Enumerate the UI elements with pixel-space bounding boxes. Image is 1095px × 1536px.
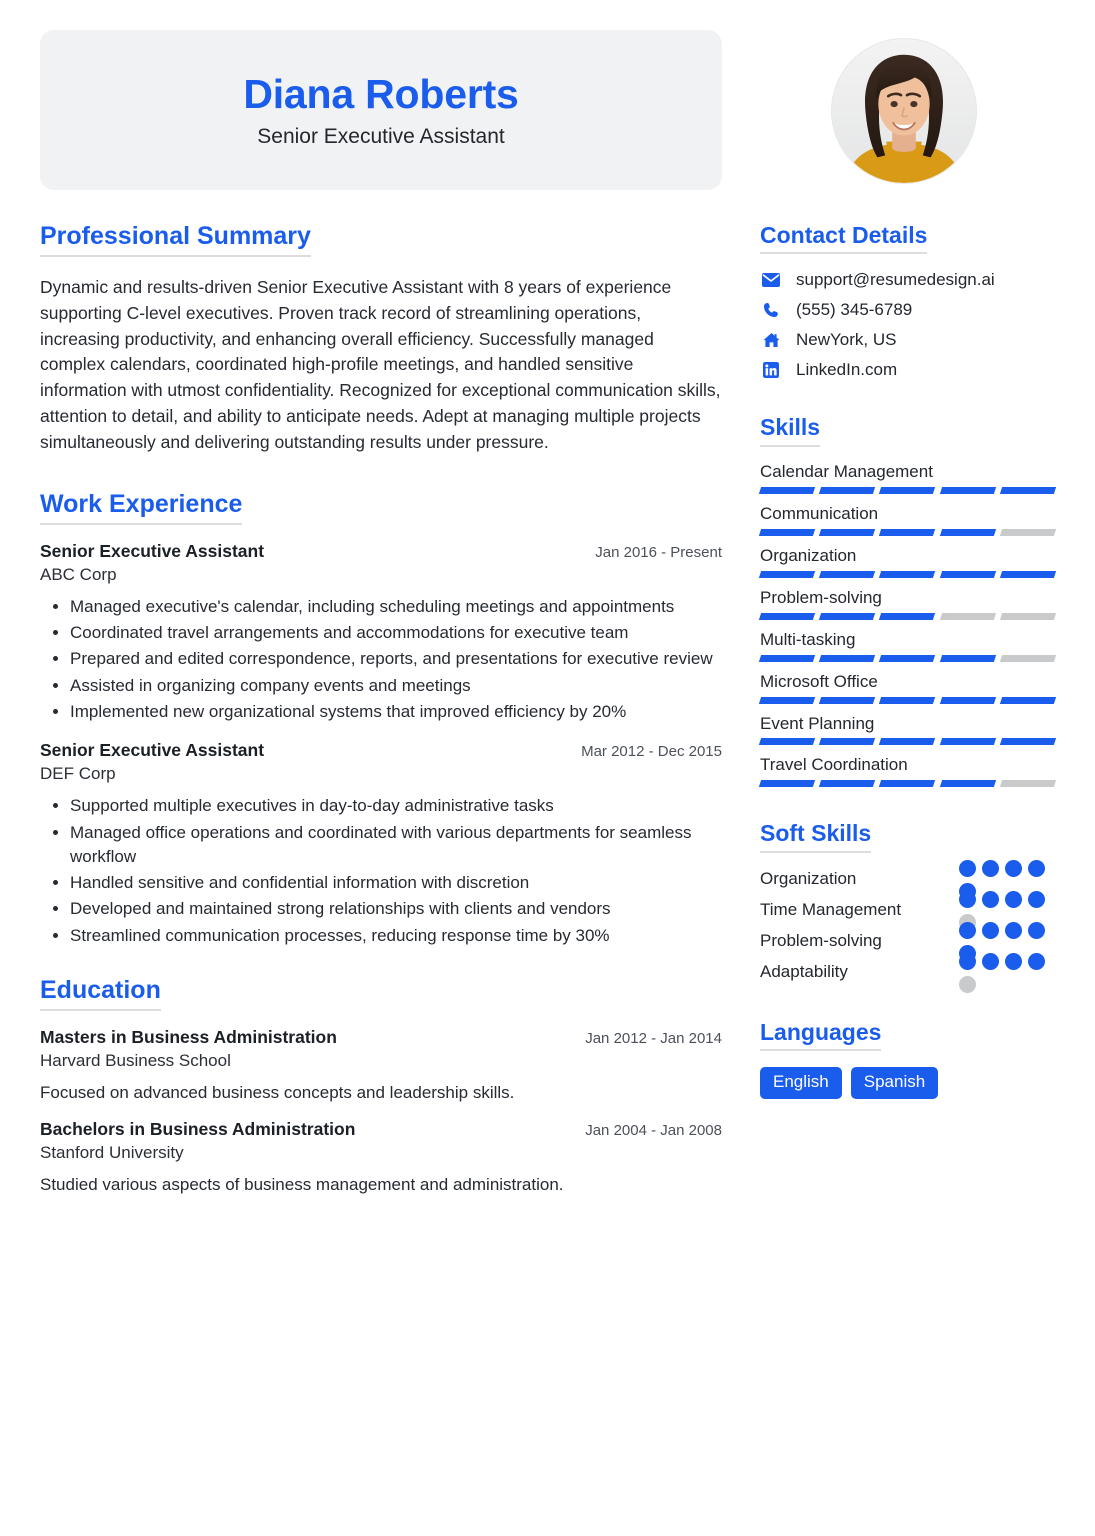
skill-bar-segment — [759, 697, 815, 704]
contact-item-linkedin[interactable] — [760, 360, 1055, 380]
skill-label: Microsoft Office — [760, 671, 878, 691]
work-bullet: • Handled sensitive and confidential information with discretion — [70, 871, 722, 895]
skill-label: Calendar Management — [760, 461, 933, 481]
skill-label: Travel Coordination — [760, 755, 908, 775]
rating-dot — [1028, 953, 1045, 970]
skill-label: Multi-tasking — [760, 629, 856, 649]
skill-bar-segment — [1000, 571, 1056, 578]
skill-bar-segment — [819, 697, 875, 704]
linkedin-icon — [760, 362, 782, 378]
skill-level-bar — [760, 529, 1055, 536]
skill-bar-segment — [939, 613, 995, 620]
resume-header — [40, 30, 1055, 190]
soft-skill-item — [760, 960, 1055, 991]
work-entry — [40, 541, 722, 724]
work-bullet: • Supported multiple executives in day-to-day administrative tasks — [70, 794, 722, 818]
rating-dot — [959, 891, 976, 908]
skill-bar-segment — [939, 738, 995, 745]
skill-level-bar — [760, 487, 1055, 494]
skill-bar-segment — [819, 613, 875, 620]
rating-dot — [982, 860, 999, 877]
skill-bar-segment — [939, 655, 995, 662]
language-chip: Spanish — [851, 1067, 938, 1099]
spacer — [760, 390, 1055, 414]
soft-skills-list — [760, 867, 1055, 991]
education-entry — [40, 1119, 722, 1195]
education-description: Studied various aspects of business management and administration. — [40, 1174, 564, 1194]
skill-bar-segment — [819, 780, 875, 787]
skills-list — [760, 461, 1055, 788]
spacer — [40, 952, 722, 976]
resume-body — [40, 222, 1055, 1199]
skill-bar-segment — [1000, 780, 1056, 787]
work-role: Senior Executive Assistant — [40, 740, 265, 761]
skill-label: Problem-solving — [760, 587, 882, 607]
section-heading-soft-skills: Soft Skills — [760, 820, 871, 852]
section-languages — [760, 1019, 1055, 1099]
work-bullet: • Developed and maintained strong relationships with clients and vendors — [70, 897, 722, 921]
soft-skill-label: Problem-solving — [760, 930, 882, 950]
section-heading-skills: Skills — [760, 414, 820, 446]
skill-bar-segment — [819, 529, 875, 536]
work-bullet: • Managed executive's calendar, including scheduling meetings and appointments — [70, 595, 722, 619]
section-heading-contact: Contact Details — [760, 222, 927, 254]
rating-dot — [959, 953, 976, 970]
spacer — [760, 796, 1055, 820]
work-bullet-list — [40, 595, 722, 724]
skill-item — [760, 587, 1055, 620]
rating-dot — [959, 976, 976, 993]
skill-item — [760, 713, 1055, 746]
skill-level-bar — [760, 738, 1055, 745]
education-school: Stanford University — [40, 1142, 184, 1162]
contact-phone-value: (555) 345-6789 — [796, 300, 913, 320]
skill-label: Event Planning — [760, 713, 875, 733]
work-bullet: • Prepared and edited correspondence, reports, and presentations for executive review — [70, 647, 722, 671]
contact-item-phone[interactable] — [760, 300, 1055, 320]
education-date: Jan 2012 - Jan 2014 — [585, 1029, 722, 1047]
skill-level-bar — [760, 780, 1055, 787]
skill-bar-segment — [879, 571, 935, 578]
work-bullet: • Coordinated travel arrangements and accommodations for executive team — [70, 621, 722, 645]
skill-bar-segment — [1000, 613, 1056, 620]
rating-dot — [982, 953, 999, 970]
skill-item — [760, 503, 1055, 536]
skill-item — [760, 671, 1055, 704]
skill-bar-segment — [759, 571, 815, 578]
contact-email-value: support@resumedesign.ai — [796, 270, 995, 290]
education-entry-header — [40, 1027, 722, 1048]
skill-bar-segment — [879, 655, 935, 662]
skill-bar-segment — [759, 655, 815, 662]
soft-skill-rating-dots — [959, 953, 1055, 993]
header-job-title: Senior Executive Assistant — [257, 125, 505, 148]
skill-label: Organization — [760, 545, 857, 565]
education-description: Focused on advanced business concepts and leadership skills. — [40, 1082, 515, 1102]
skill-level-bar — [760, 571, 1055, 578]
work-company: DEF Corp — [40, 764, 116, 784]
rating-dot — [1005, 922, 1022, 939]
section-contact-details — [760, 222, 1055, 380]
section-work-experience — [40, 490, 722, 948]
work-bullet: • Implemented new organizational systems that improved efficiency by 20% — [70, 700, 722, 724]
skill-bar-segment — [879, 697, 935, 704]
rating-dot — [1005, 891, 1022, 908]
work-bullet-list — [40, 794, 722, 948]
soft-skill-label: Organization — [760, 868, 857, 888]
skill-bar-segment — [759, 613, 815, 620]
languages-list — [760, 1067, 1055, 1099]
section-education — [40, 976, 722, 1195]
spacer — [760, 995, 1055, 1019]
rating-dot — [1005, 953, 1022, 970]
section-heading-languages: Languages — [760, 1019, 881, 1051]
contact-location-value: NewYork, US — [796, 330, 897, 350]
skill-item — [760, 545, 1055, 578]
skill-level-bar — [760, 613, 1055, 620]
profile-photo-icon — [832, 39, 976, 183]
language-chip: English — [760, 1067, 842, 1099]
right-column — [722, 222, 1055, 1199]
avatar — [831, 38, 977, 184]
rating-dot — [959, 922, 976, 939]
skill-bar-segment — [939, 780, 995, 787]
skill-bar-segment — [939, 697, 995, 704]
skill-level-bar — [760, 697, 1055, 704]
skill-bar-segment — [819, 738, 875, 745]
soft-skill-label: Adaptability — [760, 961, 848, 981]
skill-bar-segment — [939, 487, 995, 494]
skill-bar-segment — [819, 571, 875, 578]
rating-dot — [982, 891, 999, 908]
skill-bar-segment — [759, 780, 815, 787]
rating-dot — [959, 860, 976, 877]
education-degree: Bachelors in Business Administration — [40, 1118, 356, 1139]
education-date: Jan 2004 - Jan 2008 — [585, 1121, 722, 1139]
work-entry-header — [40, 541, 722, 562]
section-heading-work: Work Experience — [40, 490, 242, 525]
envelope-icon — [760, 273, 782, 287]
work-bullet: • Assisted in organizing company events and meetings — [70, 674, 722, 698]
skill-bar-segment — [1000, 529, 1056, 536]
section-professional-summary — [40, 222, 722, 456]
section-heading-education: Education — [40, 976, 161, 1011]
skill-bar-segment — [1000, 697, 1056, 704]
soft-skill-label: Time Management — [760, 899, 902, 919]
work-role: Senior Executive Assistant — [40, 540, 265, 561]
skill-bar-segment — [759, 529, 815, 536]
skill-bar-segment — [879, 529, 935, 536]
skill-bar-segment — [879, 780, 935, 787]
home-icon — [760, 332, 782, 348]
work-date: Mar 2012 - Dec 2015 — [581, 743, 722, 761]
phone-icon — [760, 302, 782, 318]
work-bullet: • Managed office operations and coordinated with various departments for seamless workflow — [70, 821, 722, 870]
skill-bar-segment — [759, 738, 815, 745]
skill-bar-segment — [879, 613, 935, 620]
work-date: Jan 2016 - Present — [595, 543, 722, 561]
work-entry-header — [40, 740, 722, 761]
section-heading-summary: Professional Summary — [40, 222, 311, 257]
skill-item — [760, 461, 1055, 494]
rating-dot — [1028, 922, 1045, 939]
left-column — [40, 222, 722, 1199]
contact-list — [760, 270, 1055, 380]
contact-linkedin-value: LinkedIn.com — [796, 360, 898, 380]
section-soft-skills — [760, 820, 1055, 990]
rating-dot — [982, 922, 999, 939]
skill-level-bar — [760, 655, 1055, 662]
page-title: Diana Roberts — [243, 70, 519, 117]
skill-bar-segment — [1000, 655, 1056, 662]
skill-bar-segment — [759, 487, 815, 494]
skill-bar-segment — [879, 738, 935, 745]
rating-dot — [1005, 860, 1022, 877]
skill-bar-segment — [819, 487, 875, 494]
skill-bar-segment — [939, 571, 995, 578]
education-degree: Masters in Business Administration — [40, 1026, 337, 1047]
rating-dot — [1028, 891, 1045, 908]
skill-bar-segment — [879, 487, 935, 494]
skill-bar-segment — [1000, 738, 1056, 745]
education-school: Harvard Business School — [40, 1050, 231, 1070]
education-entry — [40, 1027, 722, 1103]
skill-bar-segment — [1000, 487, 1056, 494]
summary-text: Dynamic and results-driven Senior Executive Assistant with 8 years of experience supporting C-level executives. Proven track record of streamlining operations, increasing productivity, and enhancing overall efficiency. Successfully managed complex calendars, coordinated high-profile meetings, and handled sensitive information with utmost confidentiality. Recognized for exceptional communication skills, attention to detail, and ability to anticipate needs. Adept at managing multiple projects simultaneously and delivering outstanding results under pressure. — [40, 276, 721, 453]
skill-label: Communication — [760, 503, 879, 523]
skill-bar-segment — [819, 655, 875, 662]
skill-item — [760, 754, 1055, 787]
work-bullet: • Streamlined communication processes, reducing response time by 30% — [70, 924, 722, 948]
rating-dot — [1028, 860, 1045, 877]
skill-bar-segment — [939, 529, 995, 536]
work-company: ABC Corp — [40, 564, 117, 584]
contact-item-location[interactable] — [760, 330, 1055, 350]
spacer — [40, 460, 722, 490]
education-entry-header — [40, 1119, 722, 1140]
contact-item-email[interactable] — [760, 270, 1055, 290]
header-name-band — [40, 30, 722, 190]
section-skills — [760, 414, 1055, 787]
work-entry — [40, 740, 722, 948]
skill-item — [760, 629, 1055, 662]
